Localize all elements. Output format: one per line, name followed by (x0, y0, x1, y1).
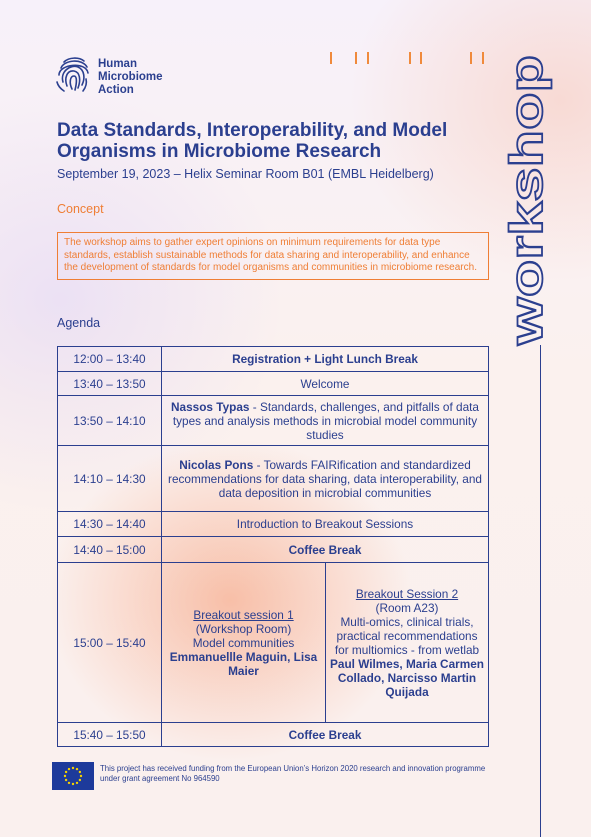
fingerprint-icon (52, 52, 94, 94)
agenda-table (57, 346, 489, 747)
agenda-row (58, 446, 489, 512)
session-topic: Model communities (192, 635, 295, 650)
agenda-row (58, 396, 489, 446)
agenda-row (58, 512, 489, 537)
page-title: Data Standards, Interoperability, and Model Organisms in Microbiome Research (57, 120, 448, 162)
agenda-item: Coffee Break (162, 537, 489, 563)
agenda-row (58, 563, 489, 723)
agenda-row (58, 372, 489, 396)
vertical-divider-line (540, 345, 541, 837)
talk-title: - Towards FAIRification and standardized recommendations for data sharing, data interoperability, and data deposition in microbial communities (168, 457, 482, 500)
agenda-item: Coffee Break (162, 723, 489, 747)
breakout-session-1 (162, 563, 326, 723)
session-leads: Emmanuellle Maguin, Lisa Maier (169, 649, 318, 678)
session-topic: Multi-omics, clinical trials, practical recommendations for multiomics - from wetlab (334, 614, 480, 657)
agenda-time: 13:50 – 14:10 (58, 396, 162, 446)
event-date-location: September 19, 2023 – Helix Seminar Room B01 (EMBL Heidelberg) (57, 167, 434, 181)
agenda-row (58, 347, 489, 372)
decorative-ticks (320, 52, 500, 66)
funding-notice (52, 762, 486, 792)
logo-line: Microbiome (98, 71, 163, 83)
agenda-time: 13:40 – 13:50 (58, 372, 162, 396)
session-name: Breakout Session 2 (355, 586, 459, 601)
agenda-time: 14:30 – 14:40 (58, 512, 162, 537)
eu-flag-icon (52, 762, 94, 790)
agenda-item (162, 396, 489, 446)
agenda-item: Welcome (162, 372, 489, 396)
agenda-time: 14:10 – 14:30 (58, 446, 162, 512)
concept-text: The workshop aims to gather expert opinions on minimum requirements for data type standards, establish sustainable methods for data sharing and interoperability, and enhance the development of standards for model organisms and communities in microbiome research. (57, 232, 489, 280)
session-room: (Workshop Room) (195, 621, 292, 636)
workshop-word: workshop (500, 127, 552, 345)
agenda-row (58, 537, 489, 563)
agenda-item (162, 446, 489, 512)
workshop-vertical-title (500, 50, 552, 350)
talk-title: - Standards, challenges, and pitfalls of data types and analysis methods in microbial model community studies (172, 399, 479, 442)
agenda-time: 15:00 – 15:40 (58, 563, 162, 723)
agenda-heading: Agenda (57, 316, 101, 330)
session-name: Breakout session 1 (193, 607, 294, 622)
agenda-item: Registration + Light Lunch Break (162, 347, 489, 372)
session-leads: Paul Wilmes, Maria Carmen Collado, Narcisso Martin Quijada (330, 656, 484, 699)
funding-text: This project has received funding from the European Union’s Horizon 2020 research and innovation programme under grant agreement No 964590 (100, 764, 486, 783)
session-room: (Room A23) (375, 600, 439, 615)
breakout-session-2 (326, 563, 489, 723)
agenda-time: 14:40 – 15:00 (58, 537, 162, 563)
logo-line: Action (98, 84, 134, 96)
agenda-row (58, 723, 489, 747)
logo-line: Human (98, 58, 137, 70)
logo-text (98, 58, 163, 97)
speaker-name: Nassos Typas (171, 399, 250, 414)
agenda-time: 12:00 – 13:40 (58, 347, 162, 372)
agenda-time: 15:40 – 15:50 (58, 723, 162, 747)
speaker-name: Nicolas Pons (179, 457, 254, 472)
agenda-item: Introduction to Breakout Sessions (162, 512, 489, 537)
concept-heading: Concept (57, 202, 104, 216)
